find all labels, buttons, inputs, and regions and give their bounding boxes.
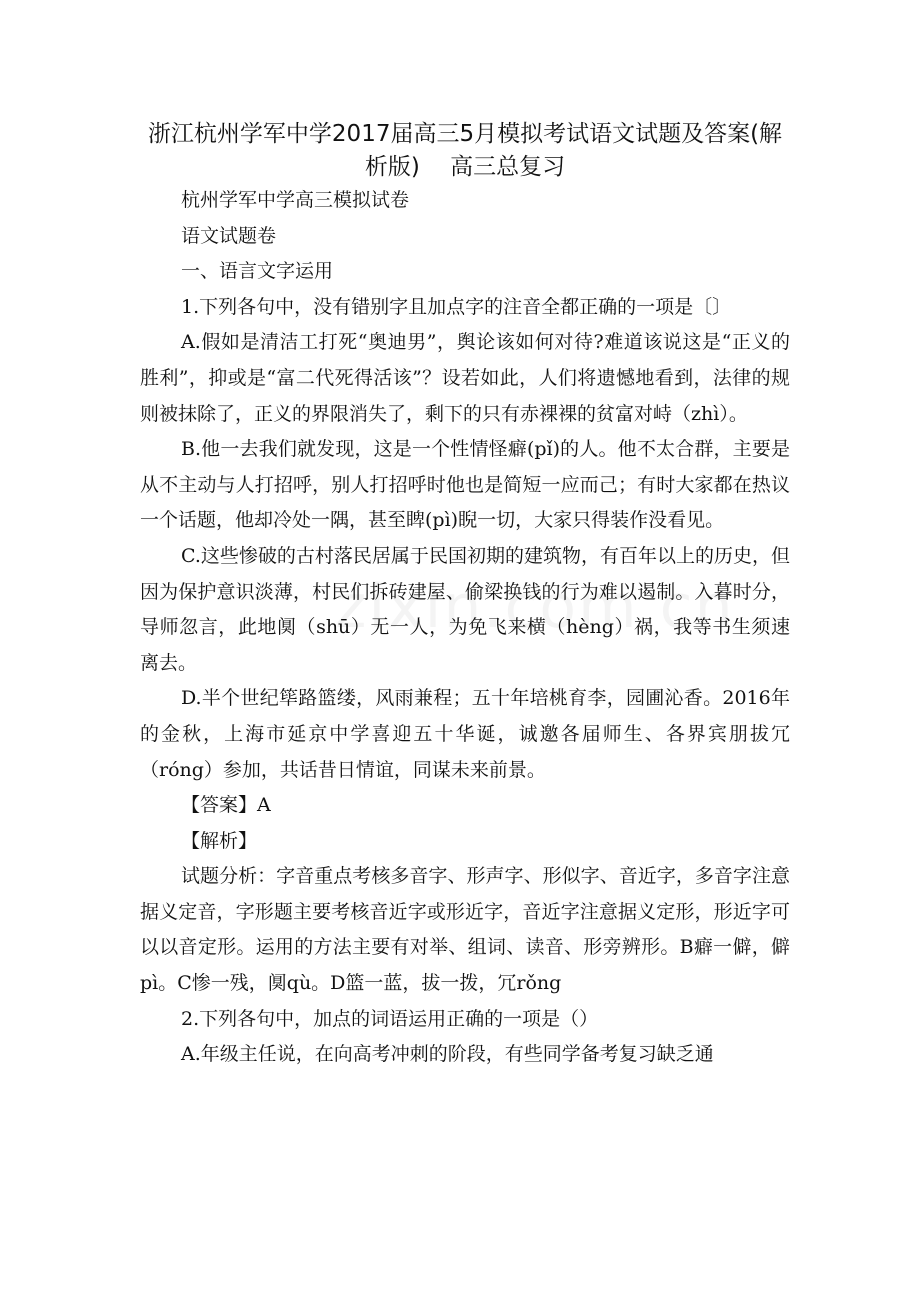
option-d: D.半个世纪筚路篮缕，风雨兼程；五十年培桃育李，园圃沁香。2016年的金秋，上海市延京中学喜迎五十华诞，诚邀各届师生、各界宾朋拔冗（róng）参加，共话昔日情谊，同谋未来前景。 bbox=[140, 687, 790, 781]
paragraph-exam-name: 杭州学军中学高三模拟试卷 bbox=[181, 189, 410, 211]
paragraph-paper-name: 语文试题卷 bbox=[181, 224, 277, 247]
section-heading: 一、语言文字运用 bbox=[181, 260, 334, 283]
question-1: 1.下列各句中，没有错别字且加点字的注音全都正确的一项是〔〕 bbox=[181, 295, 732, 318]
document-title: 浙江杭州学军中学2017届高三5月模拟考试语文试题及答案(解析版) 高三总复习 bbox=[147, 121, 783, 180]
analysis-label: 【解析】 bbox=[181, 829, 258, 852]
option-c: C.这些惨破的古村落民居属于民国初期的建筑物，有百年以上的历史，但因为保护意识淡薄，村民们拆砖建屋、偷梁换钱的行为难以遏制。入暮时分，导师忽言，此地阒（shū）无一人，为免飞来横（hèng）祸，我等书生须速离去。 bbox=[140, 544, 790, 674]
watermark bbox=[335, 572, 735, 642]
question-2-option-a: A.年级主任说，在向高考冲刺的阶段，有些同学备考复习缺乏通 bbox=[181, 1043, 714, 1066]
question-2: 2.下列各句中，加点的词语运用正确的一项是（） bbox=[181, 1007, 599, 1030]
option-a: A.假如是清洁工打死“奥迪男”，舆论该如何对待?难道该说这是“正义的胜利”，抑或是“富二代死得活该”？设若如此，人们将遗憾地看到，法律的规则被抹除了，正义的界限消失了，剩下的只有赤裸裸的贫富对峙（zhì）。 bbox=[140, 331, 790, 425]
answer-label: 【答案】A bbox=[181, 794, 271, 817]
analysis-text: 试题分析：字音重点考核多音字、形声字、形似字、音近字，多音字注意据义定音，字形题主要考核音近字或形近字，音近字注意据义定形，形近字可以以音定形。运用的方法主要有对举、组词、读音、形旁辨形。B癖一僻，僻pì。C惨一残，阒qù。D篮一蓝，拔一拨，冗rǒng bbox=[140, 865, 790, 995]
option-b: B.他一去我们就发现，这是一个性情怪癖(pǐ)的人。他不太合群，主要是从不主动与人打招呼，别人打招呼时他也是简短一应而己；有时大家都在热议一个话题，他却冷处一隅，甚至睥(pì)睨一切，大家只得装作没看见。 bbox=[140, 438, 790, 532]
